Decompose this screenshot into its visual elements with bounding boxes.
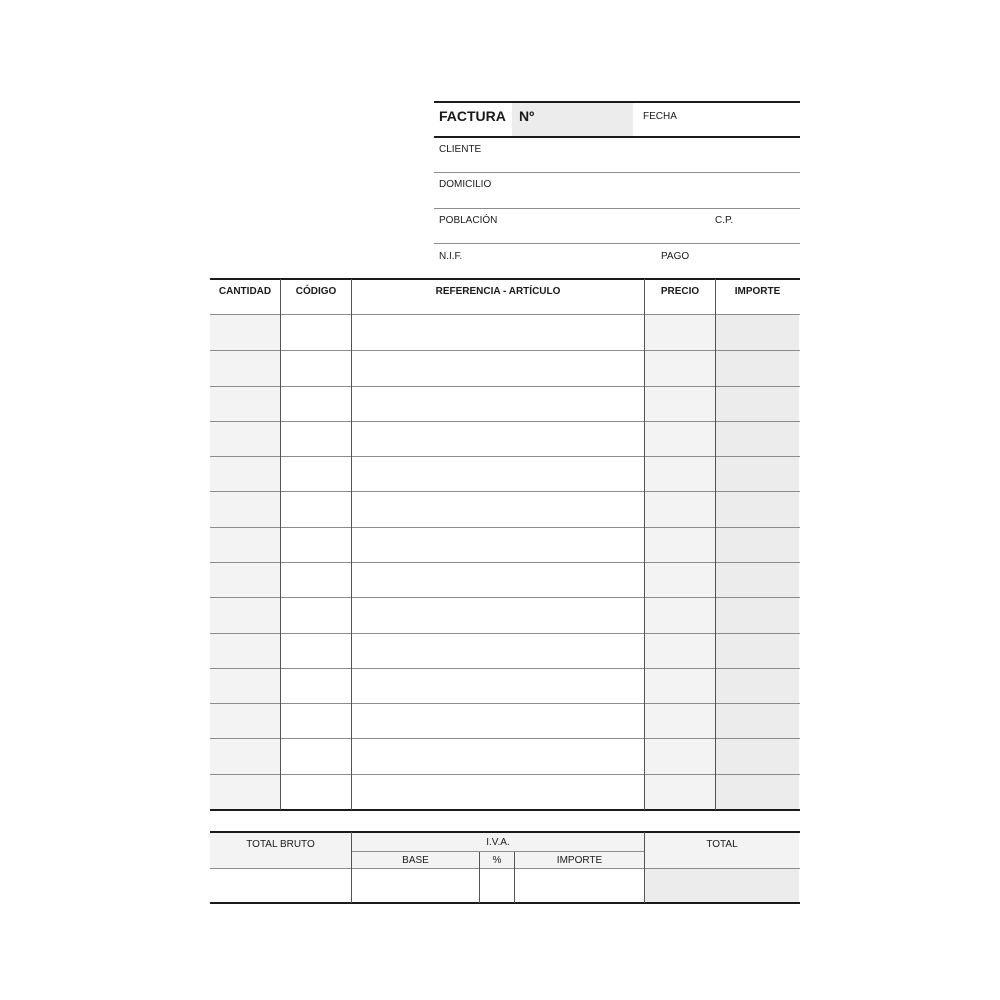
client-field[interactable]	[490, 138, 798, 170]
item-price-cell[interactable]	[646, 634, 714, 667]
item-code-cell[interactable]	[282, 598, 350, 631]
item-code-cell[interactable]	[282, 316, 350, 349]
vat-sub-rule	[351, 851, 644, 852]
item-amount-cell[interactable]	[717, 775, 798, 808]
nif-field[interactable]	[465, 245, 655, 276]
item-code-cell[interactable]	[282, 492, 350, 525]
item-code-cell[interactable]	[282, 739, 350, 772]
item-quantity-cell[interactable]	[211, 422, 279, 455]
item-reference-cell[interactable]	[353, 634, 643, 667]
gross-total-label: TOTAL BRUTO	[246, 839, 315, 850]
item-code-cell[interactable]	[282, 422, 350, 455]
totals-top-rule	[210, 831, 800, 833]
item-quantity-cell[interactable]	[211, 563, 279, 596]
item-quantity-cell[interactable]	[211, 704, 279, 737]
table-header-rule	[210, 314, 800, 315]
item-quantity-cell[interactable]	[211, 634, 279, 667]
item-reference-cell[interactable]	[353, 422, 643, 455]
item-reference-cell[interactable]	[353, 492, 643, 525]
item-amount-cell[interactable]	[717, 457, 798, 490]
totals-bottom-rule	[210, 902, 800, 904]
item-price-cell[interactable]	[646, 739, 714, 772]
vat-amount-label: IMPORTE	[556, 855, 603, 866]
item-price-cell[interactable]	[646, 422, 714, 455]
item-amount-cell[interactable]	[717, 739, 798, 772]
item-amount-cell[interactable]	[717, 387, 798, 420]
invoice-number-label: Nº	[519, 108, 535, 124]
item-code-cell[interactable]	[282, 457, 350, 490]
gross-total-field[interactable]	[211, 870, 350, 901]
item-code-cell[interactable]	[282, 387, 350, 420]
item-amount-cell[interactable]	[717, 563, 798, 596]
table-top-rule	[210, 278, 800, 280]
col-divider-2	[351, 279, 352, 810]
city-field[interactable]	[500, 210, 705, 241]
item-price-cell[interactable]	[646, 669, 714, 702]
item-quantity-cell[interactable]	[211, 739, 279, 772]
item-quantity-cell[interactable]	[211, 316, 279, 349]
payment-field[interactable]	[695, 245, 798, 276]
vat-percent-field[interactable]	[481, 870, 513, 901]
item-reference-cell[interactable]	[353, 704, 643, 737]
item-price-cell[interactable]	[646, 492, 714, 525]
item-reference-cell[interactable]	[353, 669, 643, 702]
item-code-cell[interactable]	[282, 775, 350, 808]
item-code-cell[interactable]	[282, 563, 350, 596]
vat-base-label: BASE	[402, 855, 429, 866]
address-field[interactable]	[495, 174, 798, 206]
item-amount-cell[interactable]	[717, 492, 798, 525]
item-reference-cell[interactable]	[353, 563, 643, 596]
item-amount-cell[interactable]	[717, 704, 798, 737]
address-label: DOMICILIO	[439, 179, 492, 190]
item-price-cell[interactable]	[646, 563, 714, 596]
total-label: TOTAL	[706, 839, 738, 850]
item-reference-cell[interactable]	[353, 387, 643, 420]
item-price-cell[interactable]	[646, 775, 714, 808]
item-quantity-cell[interactable]	[211, 528, 279, 561]
header-top-rule	[434, 101, 800, 103]
item-quantity-cell[interactable]	[211, 598, 279, 631]
client-label: CLIENTE	[439, 144, 482, 155]
col-divider-3	[644, 279, 645, 810]
table-bottom-rule	[210, 809, 800, 811]
address-row-rule	[434, 208, 800, 209]
item-amount-cell[interactable]	[717, 422, 798, 455]
item-reference-cell[interactable]	[353, 598, 643, 631]
vat-amount-field[interactable]	[516, 870, 643, 901]
item-price-cell[interactable]	[646, 316, 714, 349]
date-field[interactable]	[680, 104, 798, 134]
invoice-title: FACTURA	[439, 108, 506, 124]
item-price-cell[interactable]	[646, 387, 714, 420]
item-reference-cell[interactable]	[353, 316, 643, 349]
item-quantity-cell[interactable]	[211, 775, 279, 808]
col-header-quantity: CANTIDAD	[218, 286, 272, 297]
vat-base-field[interactable]	[353, 870, 478, 901]
item-quantity-cell[interactable]	[211, 351, 279, 384]
item-code-cell[interactable]	[282, 528, 350, 561]
postal-code-field[interactable]	[738, 210, 798, 241]
item-price-cell[interactable]	[646, 704, 714, 737]
total-field[interactable]	[646, 870, 798, 901]
date-label: FECHA	[643, 111, 677, 122]
item-amount-cell[interactable]	[717, 598, 798, 631]
item-amount-cell[interactable]	[717, 634, 798, 667]
city-label: POBLACIÓN	[439, 215, 498, 226]
item-reference-cell[interactable]	[353, 457, 643, 490]
item-reference-cell[interactable]	[353, 528, 643, 561]
vat-label: I.V.A.	[486, 837, 510, 848]
client-row-rule	[434, 172, 800, 173]
col-divider-4	[715, 279, 716, 810]
item-amount-cell[interactable]	[717, 528, 798, 561]
item-amount-cell[interactable]	[717, 669, 798, 702]
item-code-cell[interactable]	[282, 634, 350, 667]
item-reference-cell[interactable]	[353, 775, 643, 808]
item-quantity-cell[interactable]	[211, 387, 279, 420]
nif-label: N.I.F.	[439, 251, 463, 262]
payment-label: PAGO	[661, 251, 690, 262]
item-quantity-cell[interactable]	[211, 492, 279, 525]
item-price-cell[interactable]	[646, 351, 714, 384]
totals-mid-rule	[210, 868, 800, 869]
item-quantity-cell[interactable]	[211, 669, 279, 702]
invoice-number-field[interactable]	[545, 104, 631, 134]
vat-percent-label: %	[492, 855, 502, 866]
col-header-code: CÓDIGO	[295, 286, 337, 297]
item-reference-cell[interactable]	[353, 739, 643, 772]
col-header-reference: REFERENCIA - ARTÍCULO	[435, 286, 561, 297]
item-code-cell[interactable]	[282, 669, 350, 702]
item-reference-cell[interactable]	[353, 351, 643, 384]
city-row-rule	[434, 243, 800, 244]
col-header-amount: IMPORTE	[734, 286, 781, 297]
item-price-cell[interactable]	[646, 457, 714, 490]
item-code-cell[interactable]	[282, 351, 350, 384]
item-price-cell[interactable]	[646, 528, 714, 561]
item-code-cell[interactable]	[282, 704, 350, 737]
item-price-cell[interactable]	[646, 598, 714, 631]
item-amount-cell[interactable]	[717, 316, 798, 349]
col-divider-1	[280, 279, 281, 810]
item-quantity-cell[interactable]	[211, 457, 279, 490]
item-amount-cell[interactable]	[717, 351, 798, 384]
col-header-price: PRECIO	[660, 286, 700, 297]
postal-code-label: C.P.	[715, 215, 734, 226]
